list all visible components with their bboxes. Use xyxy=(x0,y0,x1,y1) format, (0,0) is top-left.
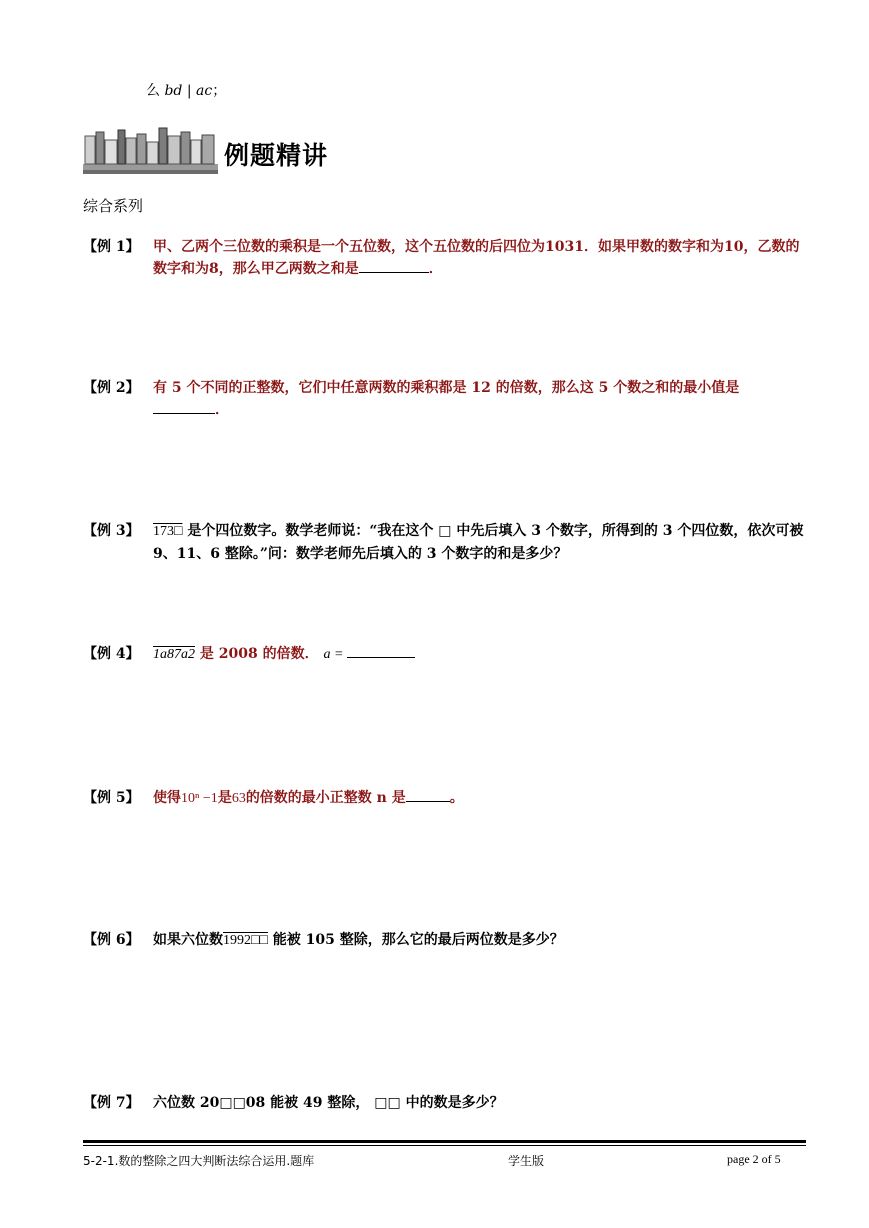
example-label: 【例 2】 xyxy=(83,380,140,396)
example-3 xyxy=(83,520,813,566)
answer-blank xyxy=(406,787,450,802)
number-value: 63 xyxy=(231,791,246,806)
example-6 xyxy=(83,929,813,953)
books-banner-icon xyxy=(83,126,218,176)
example-label: 【例 7】 xyxy=(83,1095,140,1111)
footer-page-number: page 2 of 5 xyxy=(727,1152,781,1166)
example-5 xyxy=(83,787,813,811)
example-question: 有 5 个不同的正整数，它们中任意两数的乘积都是 12 的倍数，那么这 5 个数之和的最小值是 ． xyxy=(153,380,740,418)
example-1 xyxy=(83,236,813,282)
overlined-number: 173□ xyxy=(153,524,183,539)
example-7 xyxy=(83,1092,813,1116)
example-question: 六位数 20□□08 能被 49 整除， □□ 中的数是多少？ xyxy=(153,1095,504,1111)
example-4 xyxy=(83,643,813,667)
example-question: 甲、乙两个三位数的乘积是一个五位数，这个五位数的后四位为1031．如果甲数的数字和为10，乙数的数字和为8，那么甲乙两数之和是 ． xyxy=(153,239,800,277)
example-label: 【例 3】 xyxy=(83,523,140,539)
section-title: 例题精讲 xyxy=(224,141,329,170)
footer-rule-thin xyxy=(83,1145,806,1146)
answer-blank xyxy=(359,258,429,273)
example-question: 如果六位数1992□□ 能被 105 整除，那么它的最后两位数是多少？ xyxy=(153,932,564,948)
answer-blank xyxy=(153,399,215,414)
example-label: 【例 1】 xyxy=(83,239,140,255)
example-question: 1a87a2 是 2008 的倍数． a = xyxy=(153,643,813,666)
example-label: 【例 5】 xyxy=(83,790,140,806)
overlined-number: 1992□□ xyxy=(223,933,268,948)
power-expression: 10ⁿ −1 xyxy=(181,791,218,806)
example-label: 【例 6】 xyxy=(83,932,140,948)
overlined-number: 1a87a2 xyxy=(153,647,195,662)
previous-page-fragment: 么 bd | ac； xyxy=(146,83,227,99)
series-heading: 综合系列 xyxy=(83,197,144,215)
example-2 xyxy=(83,377,813,423)
footer-source: 5-2-1.数的整除之四大判断法综合运用.题库 xyxy=(83,1154,315,1168)
footer-rule xyxy=(83,1140,806,1143)
fragment-expression: bd | ac xyxy=(164,83,213,99)
footer-edition: 学生版 xyxy=(508,1154,545,1168)
example-label: 【例 4】 xyxy=(83,646,140,662)
variable-label: a = xyxy=(323,647,347,662)
answer-blank xyxy=(347,643,415,658)
example-question: 使得10ⁿ −1是63的倍数的最小正整数 n 是 。 xyxy=(153,787,813,810)
example-question: 173□ 是个四位数字。数学老师说：“我在这个 □ 中先后填入 3 个数字，所得到的 3 个四位数，依次可被 9、11、6 整除。”问：数学老师先后填入的 3 个数字的和是多少？ xyxy=(153,523,804,562)
